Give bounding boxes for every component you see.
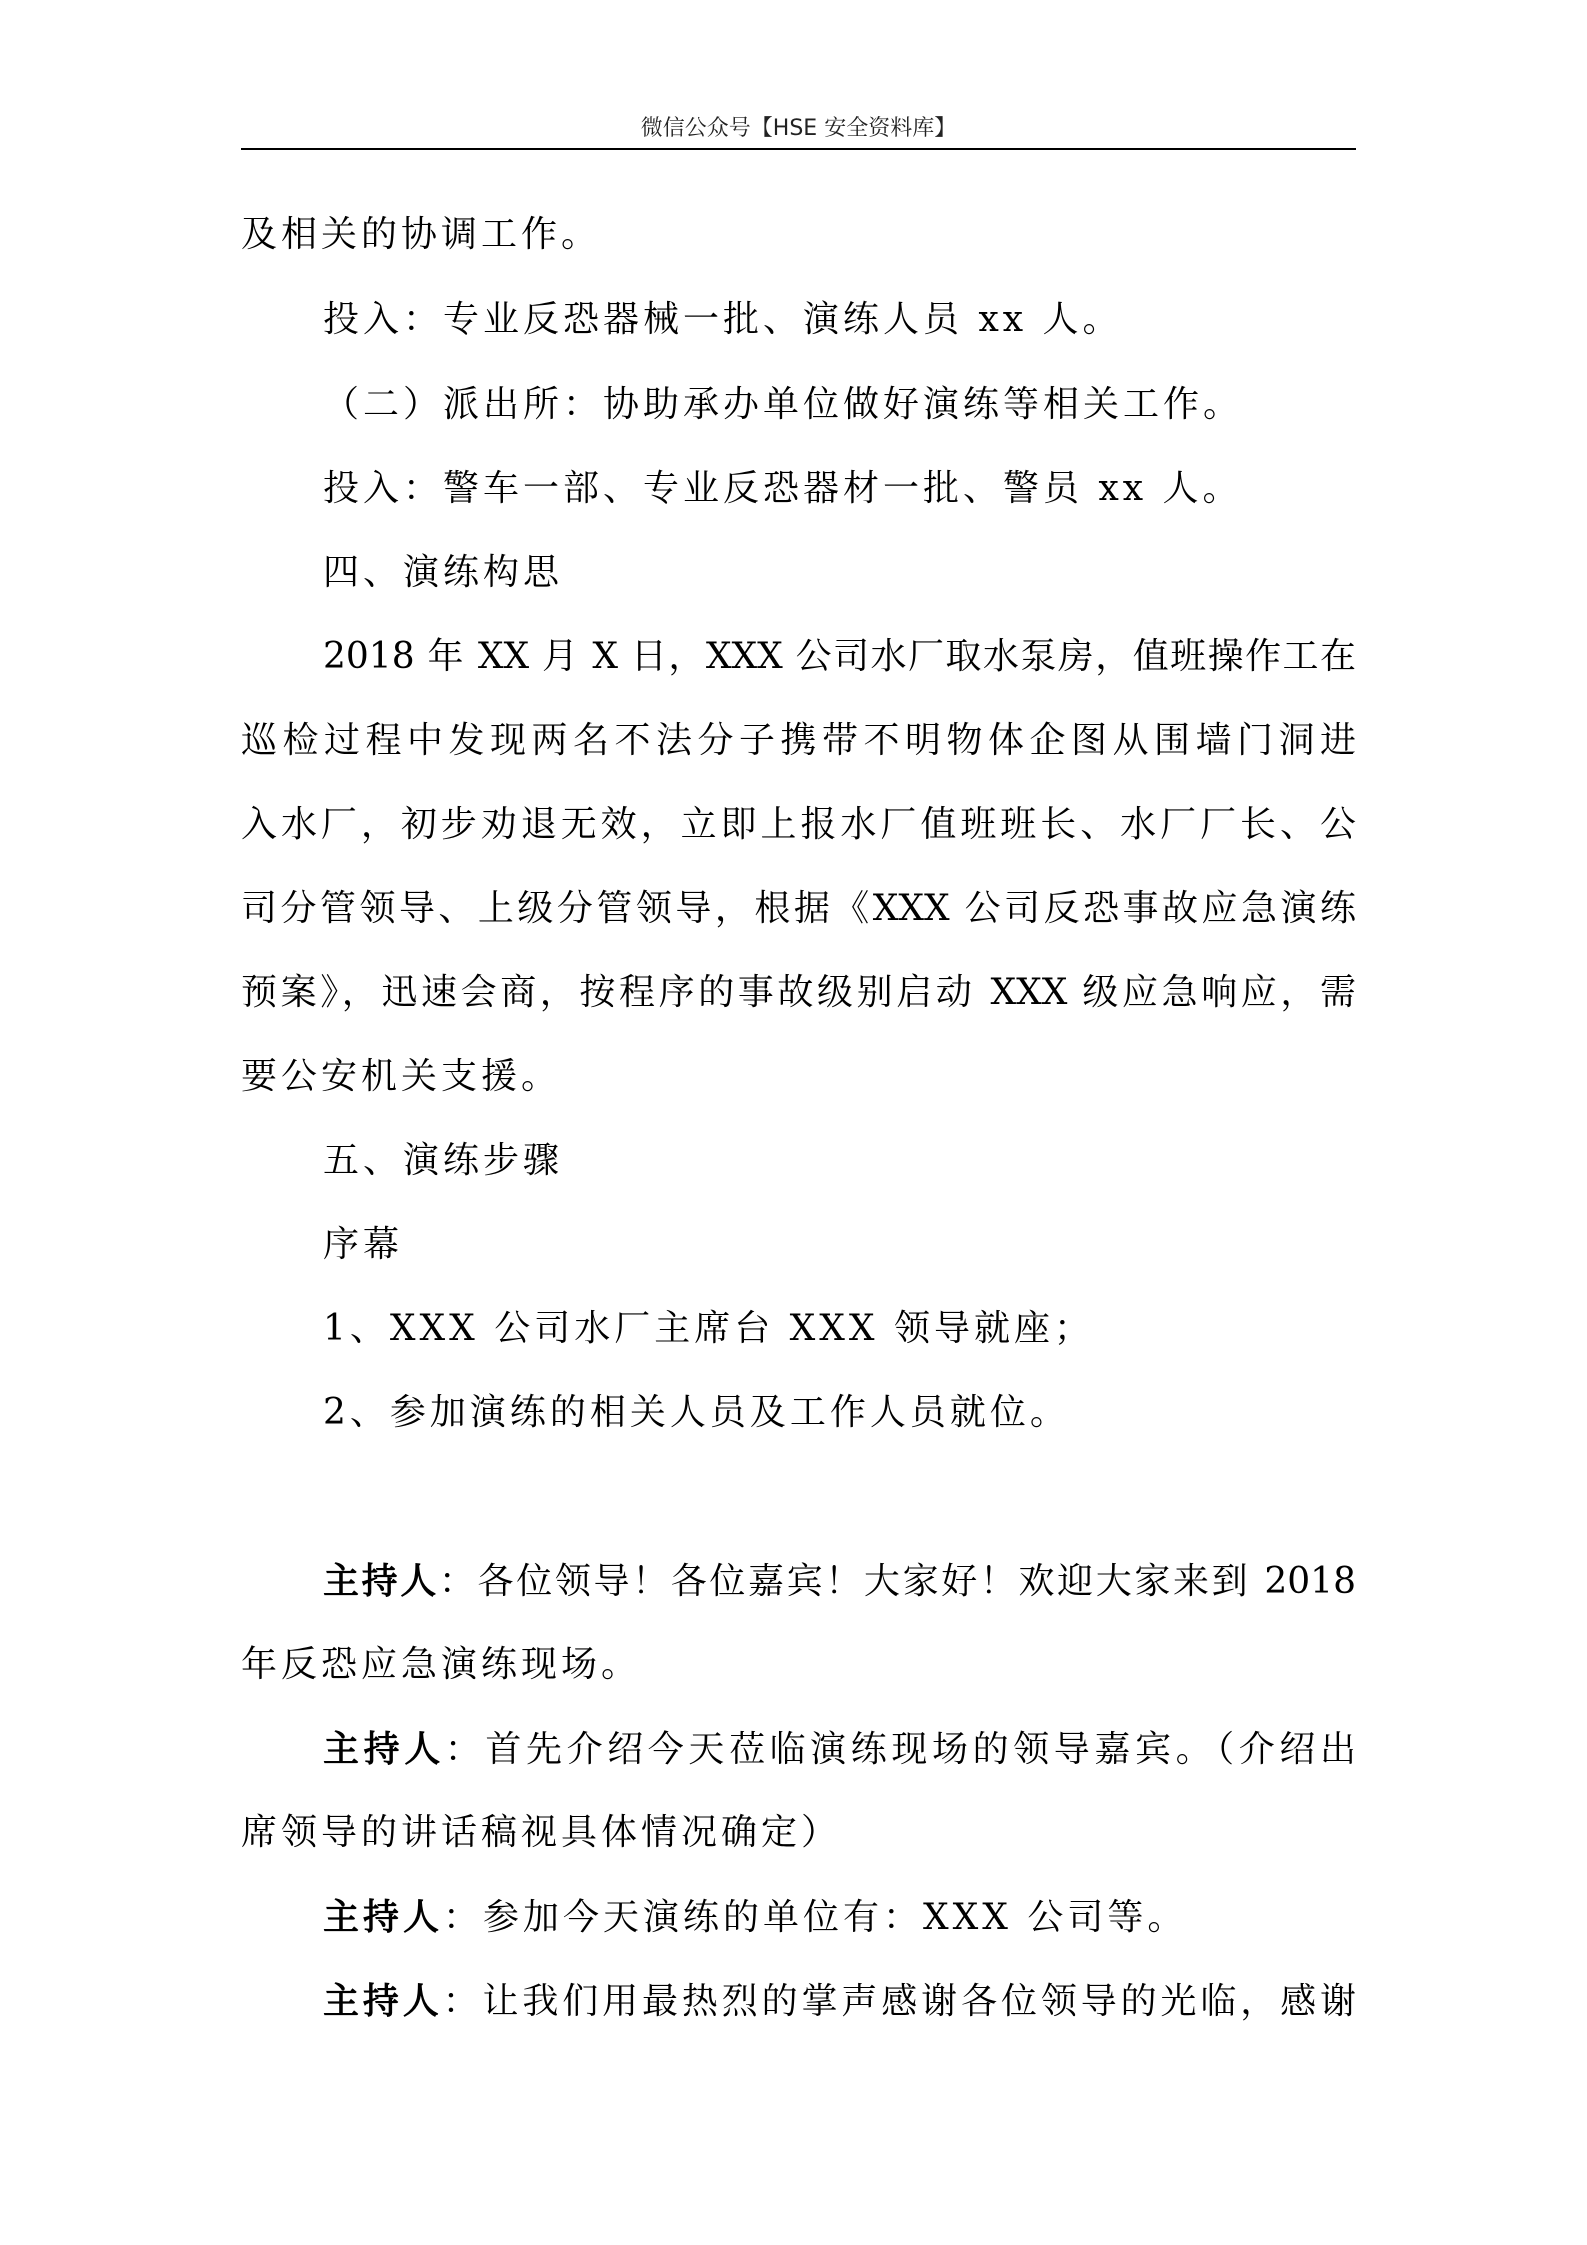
paragraph-line: 投入：专业反恐器械一批、演练人员 xx 人。 — [323, 299, 1123, 340]
paragraph-line: 巡检过程中发现两名不法分子携带不明物体企图从围墙门洞进 — [241, 720, 1356, 761]
paragraph-line: 及相关的协调工作。 — [241, 214, 602, 255]
paragraph-line: 入水厂，初步劝退无效，立即上报水厂值班班长、水厂厂长、公 — [241, 804, 1356, 845]
speaker-line — [323, 1556, 1356, 1606]
section-heading: 四、演练构思 — [323, 552, 564, 593]
list-item: 2、参加演练的相关人员及工作人员就位。 — [323, 1392, 1070, 1433]
speaker-label: 主持人 — [323, 1560, 439, 1602]
page-header: 微信公众号【HSE 安全资料库】 — [640, 116, 957, 141]
paragraph-line: （二）派出所：协助承办单位做好演练等相关工作。 — [323, 384, 1244, 425]
paragraph-line: 2018 年 XX 月 X 日，XXX 公司水厂取水泵房，值班操作工在 — [323, 636, 1356, 677]
speaker-text: ：各位领导！各位嘉宾！大家好！欢迎大家来到 2018 — [438, 1561, 1356, 1602]
section-heading: 五、演练步骤 — [323, 1140, 564, 1181]
paragraph-line: 席领导的讲话稿视具体情况确定） — [241, 1812, 842, 1853]
speaker-line — [323, 1724, 1356, 1774]
speaker-label: 主持人 — [323, 1728, 445, 1770]
paragraph-line: 预案》，迅速会商，按程序的事故级别启动 XXX 级应急响应，需 — [241, 972, 1356, 1013]
paragraph-line: 司分管领导、上级分管领导，根据《XXX 公司反恐事故应急演练 — [241, 888, 1356, 929]
speaker-line — [323, 1976, 1356, 2026]
speaker-label: 主持人 — [323, 1980, 443, 2022]
speaker-text: ：首先介绍今天莅临演练现场的领导嘉宾。（介绍出 — [444, 1729, 1356, 1770]
speaker-text: ：参加今天演练的单位有：XXX 公司等。 — [443, 1897, 1188, 1938]
header-divider — [241, 148, 1356, 150]
speaker-line — [323, 1892, 1187, 1942]
speaker-label: 主持人 — [323, 1896, 444, 1938]
speaker-text: ：让我们用最热烈的掌声感谢各位领导的光临，感谢 — [442, 1981, 1356, 2022]
paragraph-line: 要公安机关支援。 — [241, 1056, 562, 1097]
subsection-heading: 序幕 — [323, 1224, 404, 1265]
list-item: 1、XXX 公司水厂主席台 XXX 领导就座； — [323, 1308, 1095, 1349]
paragraph-line: 投入：警车一部、专业反恐器材一批、警员 xx 人。 — [323, 468, 1243, 509]
paragraph-line: 年反恐应急演练现场。 — [241, 1644, 642, 1685]
